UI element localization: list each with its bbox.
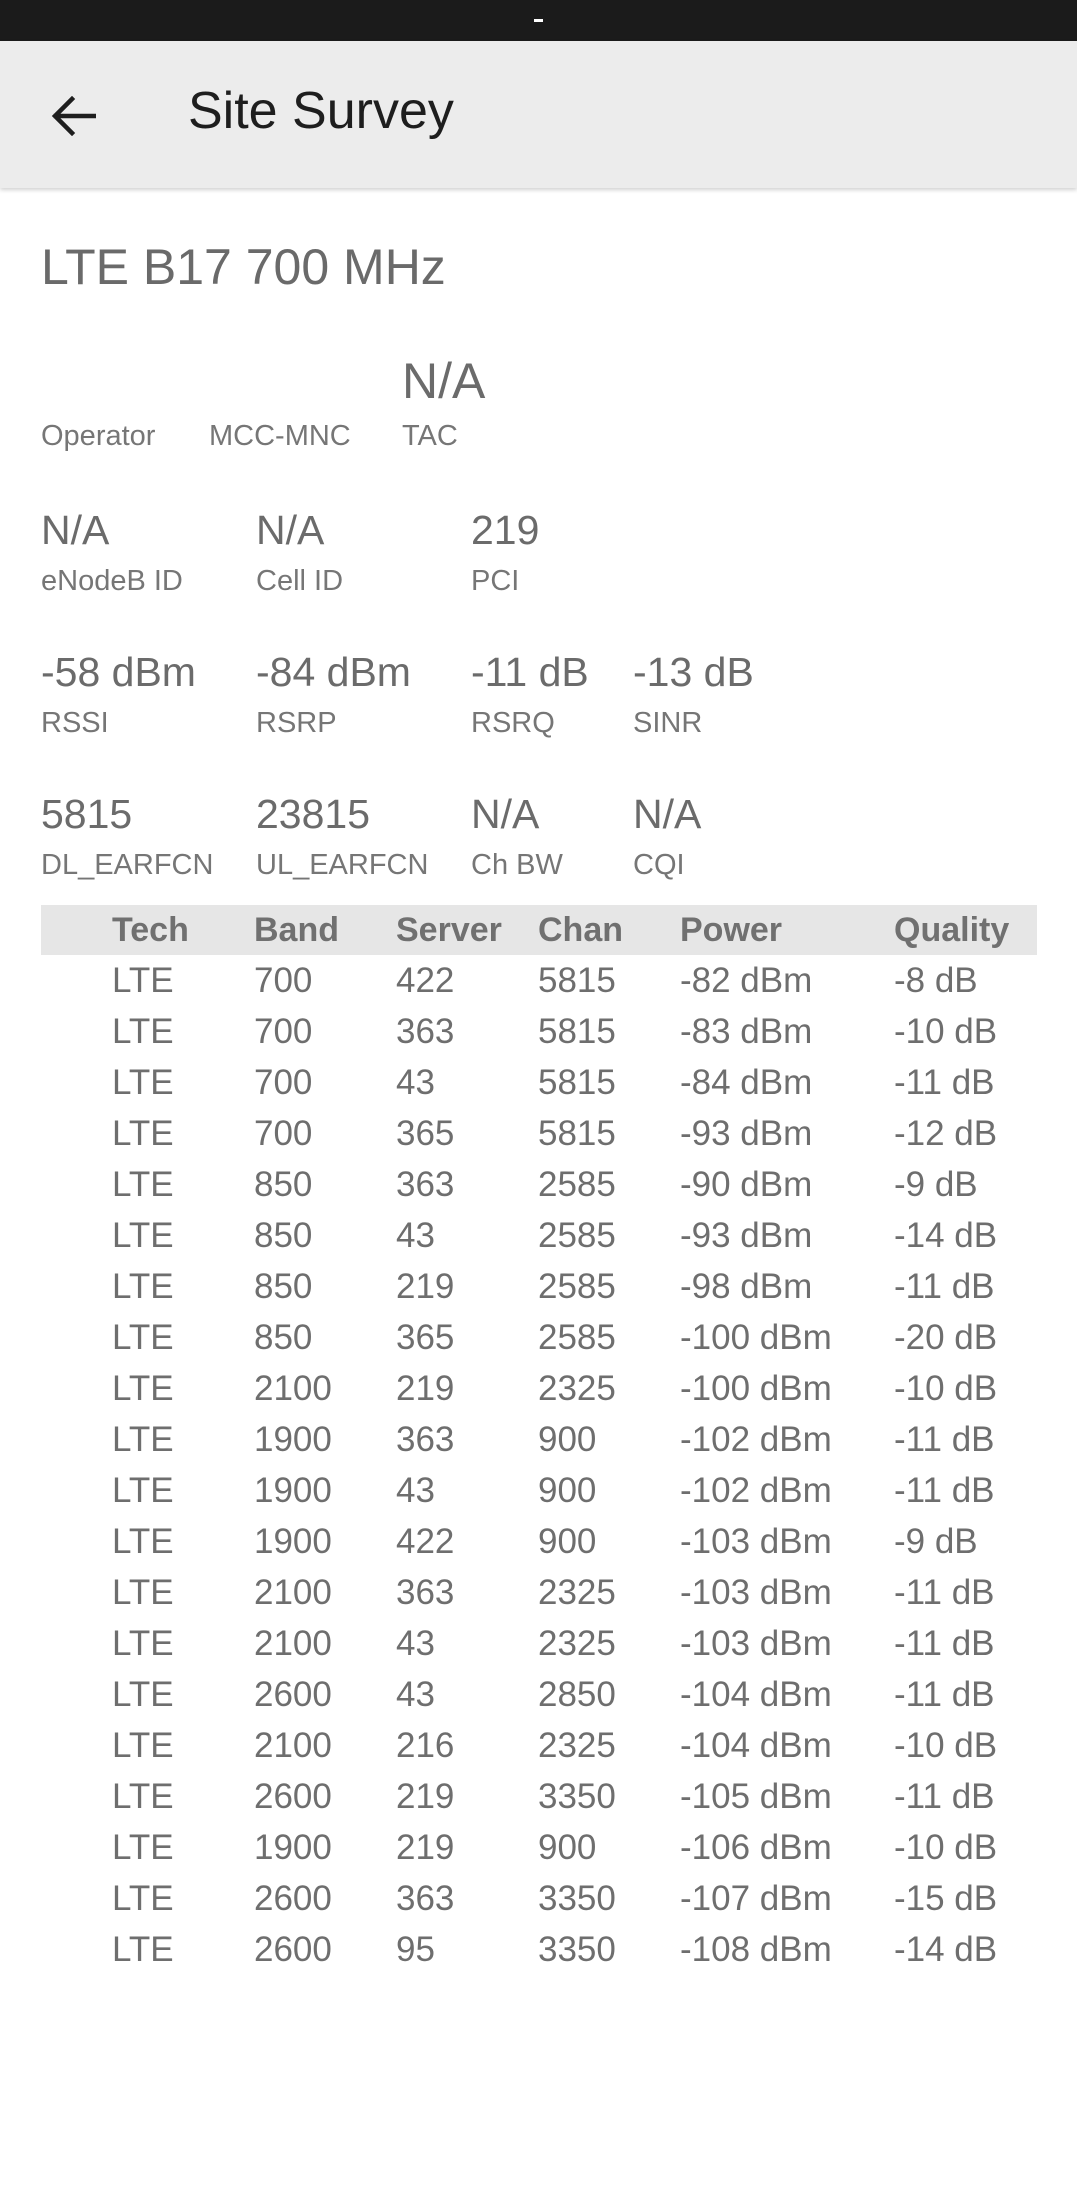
cell-tech: LTE	[112, 1114, 174, 1153]
cell-band: 700	[254, 1114, 313, 1153]
table-row	[41, 1414, 1037, 1465]
cell-quality: -10 dB	[894, 1726, 998, 1765]
cqi-field	[633, 791, 702, 881]
neighbor-cell-table	[41, 905, 1037, 1975]
rsrq-value: -11 dB	[471, 649, 589, 695]
cell-tech: LTE	[112, 1522, 174, 1561]
cell-band: 700	[254, 961, 313, 1000]
table-body	[41, 955, 1037, 1975]
cell-band: 2600	[254, 1777, 332, 1816]
cell-server: 43	[396, 1063, 435, 1102]
table-row	[41, 1312, 1037, 1363]
dl-earfcn-field	[41, 791, 214, 881]
cell-tech: LTE	[112, 1012, 174, 1051]
cell-chan: 900	[538, 1522, 597, 1561]
cell-band: 2100	[254, 1369, 332, 1408]
table-row	[41, 1006, 1037, 1057]
cell-power: -102 dBm	[680, 1420, 832, 1459]
cell-power: -103 dBm	[680, 1522, 832, 1561]
cell-tech: LTE	[112, 961, 174, 1000]
cell-quality: -20 dB	[894, 1318, 998, 1357]
ch-bw-value: N/A	[471, 791, 540, 837]
table-row	[41, 1210, 1037, 1261]
cell-band: 1900	[254, 1828, 332, 1867]
table-row	[41, 1516, 1037, 1567]
cqi-label: CQI	[633, 849, 685, 881]
cell-server: 363	[396, 1012, 455, 1051]
cell-server: 43	[396, 1216, 435, 1255]
cell-chan: 2325	[538, 1726, 616, 1765]
table-row	[41, 1924, 1037, 1975]
cell-quality: -11 dB	[894, 1420, 995, 1459]
ul-earfcn-value: 23815	[256, 791, 371, 837]
cell-chan: 5815	[538, 1012, 616, 1051]
table-row	[41, 1159, 1037, 1210]
table-row	[41, 1669, 1037, 1720]
cell-quality: -10 dB	[894, 1828, 998, 1867]
cell-chan: 3350	[538, 1930, 616, 1969]
serving-band-title: LTE B17 700 MHz	[41, 239, 446, 295]
column-header-chan: Chan	[538, 911, 623, 949]
rsrp-value: -84 dBm	[256, 649, 411, 695]
cell-power: -100 dBm	[680, 1369, 832, 1408]
cell-quality: -11 dB	[894, 1471, 995, 1510]
cell-band: 700	[254, 1063, 313, 1102]
cell-band: 2600	[254, 1879, 332, 1918]
cell-tech: LTE	[112, 1726, 174, 1765]
table-row	[41, 955, 1037, 1006]
cell-tech: LTE	[112, 1573, 174, 1612]
rssi-value: -58 dBm	[41, 649, 196, 695]
tac-value: N/A	[402, 353, 486, 409]
cell-band: 2100	[254, 1624, 332, 1663]
table-row	[41, 1465, 1037, 1516]
column-header-tech: Tech	[112, 911, 189, 949]
rssi-field	[41, 649, 196, 739]
column-header-band: Band	[254, 911, 339, 949]
cell-tech: LTE	[112, 1369, 174, 1408]
cell-server: 219	[396, 1369, 455, 1408]
cell-id-label: Cell ID	[256, 565, 344, 597]
cell-quality: -14 dB	[894, 1930, 998, 1969]
cell-band: 850	[254, 1165, 313, 1204]
cell-tech: LTE	[112, 1777, 174, 1816]
cell-chan: 2325	[538, 1573, 616, 1612]
cell-quality: -9 dB	[894, 1165, 978, 1204]
cell-power: -84 dBm	[680, 1063, 813, 1102]
cell-quality: -8 dB	[894, 961, 978, 1000]
cell-chan: 3350	[538, 1879, 616, 1918]
mcc-mnc-label: MCC-MNC	[209, 420, 351, 452]
cell-chan: 900	[538, 1828, 597, 1867]
table-row	[41, 1720, 1037, 1771]
table-row	[41, 1822, 1037, 1873]
cell-tech: LTE	[112, 1267, 174, 1306]
cqi-value: N/A	[633, 791, 702, 837]
mcc-mnc-field	[209, 356, 351, 451]
table-row	[41, 1108, 1037, 1159]
table-row	[41, 1567, 1037, 1618]
status-bar	[0, 0, 1077, 41]
cell-band: 850	[254, 1318, 313, 1357]
cell-id-field	[256, 507, 344, 597]
cell-server: 219	[396, 1828, 455, 1867]
pci-label: PCI	[471, 565, 520, 597]
column-header-server: Server	[396, 911, 502, 949]
dl-earfcn-value: 5815	[41, 791, 133, 837]
cell-tech: LTE	[112, 1879, 174, 1918]
sinr-label: SINR	[633, 707, 703, 739]
cell-tech: LTE	[112, 1063, 174, 1102]
cell-power: -103 dBm	[680, 1573, 832, 1612]
back-button[interactable]	[38, 81, 108, 151]
cell-power: -104 dBm	[680, 1726, 832, 1765]
app-bar	[0, 41, 1077, 188]
cell-power: -93 dBm	[680, 1216, 813, 1255]
cell-band: 700	[254, 1012, 313, 1051]
cell-power: -108 dBm	[680, 1930, 832, 1969]
tac-label: TAC	[402, 420, 458, 452]
enodeb-id-field	[41, 507, 183, 597]
cell-quality: -10 dB	[894, 1369, 998, 1408]
cell-band: 2600	[254, 1675, 332, 1714]
cell-server: 363	[396, 1879, 455, 1918]
cell-band: 1900	[254, 1471, 332, 1510]
cell-band: 850	[254, 1216, 313, 1255]
ch-bw-label: Ch BW	[471, 849, 563, 881]
cell-quality: -11 dB	[894, 1624, 995, 1663]
cell-quality: -11 dB	[894, 1267, 995, 1306]
cell-band: 2100	[254, 1726, 332, 1765]
table-row	[41, 1771, 1037, 1822]
table-header	[41, 905, 1037, 955]
cell-band: 850	[254, 1267, 313, 1306]
cell-server: 363	[396, 1165, 455, 1204]
cell-band: 2600	[254, 1930, 332, 1969]
table-row	[41, 1873, 1037, 1924]
cell-server: 43	[396, 1624, 435, 1663]
table-row	[41, 1261, 1037, 1312]
cell-tech: LTE	[112, 1216, 174, 1255]
cell-power: -93 dBm	[680, 1114, 813, 1153]
cell-power: -102 dBm	[680, 1471, 832, 1510]
cell-band: 1900	[254, 1522, 332, 1561]
column-header-quality: Quality	[894, 911, 1010, 949]
dl-earfcn-label: DL_EARFCN	[41, 849, 214, 881]
cell-tech: LTE	[112, 1828, 174, 1867]
cell-server: 365	[396, 1114, 455, 1153]
cell-chan: 900	[538, 1471, 597, 1510]
cell-server: 219	[396, 1777, 455, 1816]
cell-chan: 3350	[538, 1777, 616, 1816]
table-row	[41, 1363, 1037, 1414]
cell-chan: 2585	[538, 1216, 616, 1255]
page-title: Site Survey	[188, 82, 454, 140]
cell-chan: 5815	[538, 961, 616, 1000]
cell-quality: -11 dB	[894, 1675, 995, 1714]
cell-tech: LTE	[112, 1930, 174, 1969]
cell-quality: -14 dB	[894, 1216, 998, 1255]
cell-power: -105 dBm	[680, 1777, 832, 1816]
cell-quality: -10 dB	[894, 1012, 998, 1051]
cell-chan: 900	[538, 1420, 597, 1459]
mcc-mnc-value	[209, 356, 351, 406]
cell-tech: LTE	[112, 1471, 174, 1510]
cell-server: 363	[396, 1420, 455, 1459]
column-header-power: Power	[680, 911, 783, 949]
cell-server: 422	[396, 1522, 455, 1561]
cell-power: -83 dBm	[680, 1012, 813, 1051]
cell-tech: LTE	[112, 1165, 174, 1204]
enodeb-id-label: eNodeB ID	[41, 565, 183, 597]
operator-field	[41, 356, 155, 451]
cell-id-value: N/A	[256, 507, 325, 553]
cell-power: -82 dBm	[680, 961, 813, 1000]
cell-band: 1900	[254, 1420, 332, 1459]
pci-value: 219	[471, 507, 540, 553]
operator-label: Operator	[41, 420, 156, 452]
cell-quality: -11 dB	[894, 1777, 995, 1816]
cell-server: 365	[396, 1318, 455, 1357]
cell-chan: 5815	[538, 1063, 616, 1102]
cell-chan: 2585	[538, 1165, 616, 1204]
cell-power: -107 dBm	[680, 1879, 832, 1918]
table-row	[41, 1618, 1037, 1669]
cell-tech: LTE	[112, 1420, 174, 1459]
cell-chan: 2585	[538, 1267, 616, 1306]
arrow-left-icon	[50, 96, 96, 136]
cell-chan: 5815	[538, 1114, 616, 1153]
cell-band: 2100	[254, 1573, 332, 1612]
cell-power: -100 dBm	[680, 1318, 832, 1357]
cell-tech: LTE	[112, 1318, 174, 1357]
cell-power: -90 dBm	[680, 1165, 813, 1204]
cell-quality: -15 dB	[894, 1879, 998, 1918]
cell-quality: -9 dB	[894, 1522, 978, 1561]
rsrp-label: RSRP	[256, 707, 337, 739]
cell-power: -106 dBm	[680, 1828, 832, 1867]
cell-tech: LTE	[112, 1675, 174, 1714]
cell-server: 43	[396, 1471, 435, 1510]
enodeb-id-value: N/A	[41, 507, 110, 553]
operator-value	[41, 356, 155, 406]
rssi-label: RSSI	[41, 707, 109, 739]
cell-server: 95	[396, 1930, 435, 1969]
cell-server: 422	[396, 961, 455, 1000]
cell-power: -104 dBm	[680, 1675, 832, 1714]
cell-chan: 2585	[538, 1318, 616, 1357]
rsrq-field	[471, 649, 589, 739]
sinr-field	[633, 649, 754, 739]
cell-server: 43	[396, 1675, 435, 1714]
sinr-value: -13 dB	[633, 649, 754, 695]
cell-power: -98 dBm	[680, 1267, 813, 1306]
rsrp-field	[256, 649, 411, 739]
rsrq-label: RSRQ	[471, 707, 555, 739]
cell-power: -103 dBm	[680, 1624, 832, 1663]
cell-chan: 2850	[538, 1675, 616, 1714]
ul-earfcn-label: UL_EARFCN	[256, 849, 429, 881]
cell-server: 216	[396, 1726, 455, 1765]
cell-quality: -12 dB	[894, 1114, 998, 1153]
cell-server: 363	[396, 1573, 455, 1612]
cell-quality: -11 dB	[894, 1063, 995, 1102]
table-row	[41, 1057, 1037, 1108]
cell-chan: 2325	[538, 1369, 616, 1408]
cell-tech: LTE	[112, 1624, 174, 1663]
tac-field	[402, 353, 486, 452]
ul-earfcn-field	[256, 791, 429, 881]
ch-bw-field	[471, 791, 563, 881]
status-indicator	[534, 19, 543, 22]
cell-chan: 2325	[538, 1624, 616, 1663]
cell-quality: -11 dB	[894, 1573, 995, 1612]
pci-field	[471, 507, 540, 597]
cell-server: 219	[396, 1267, 455, 1306]
